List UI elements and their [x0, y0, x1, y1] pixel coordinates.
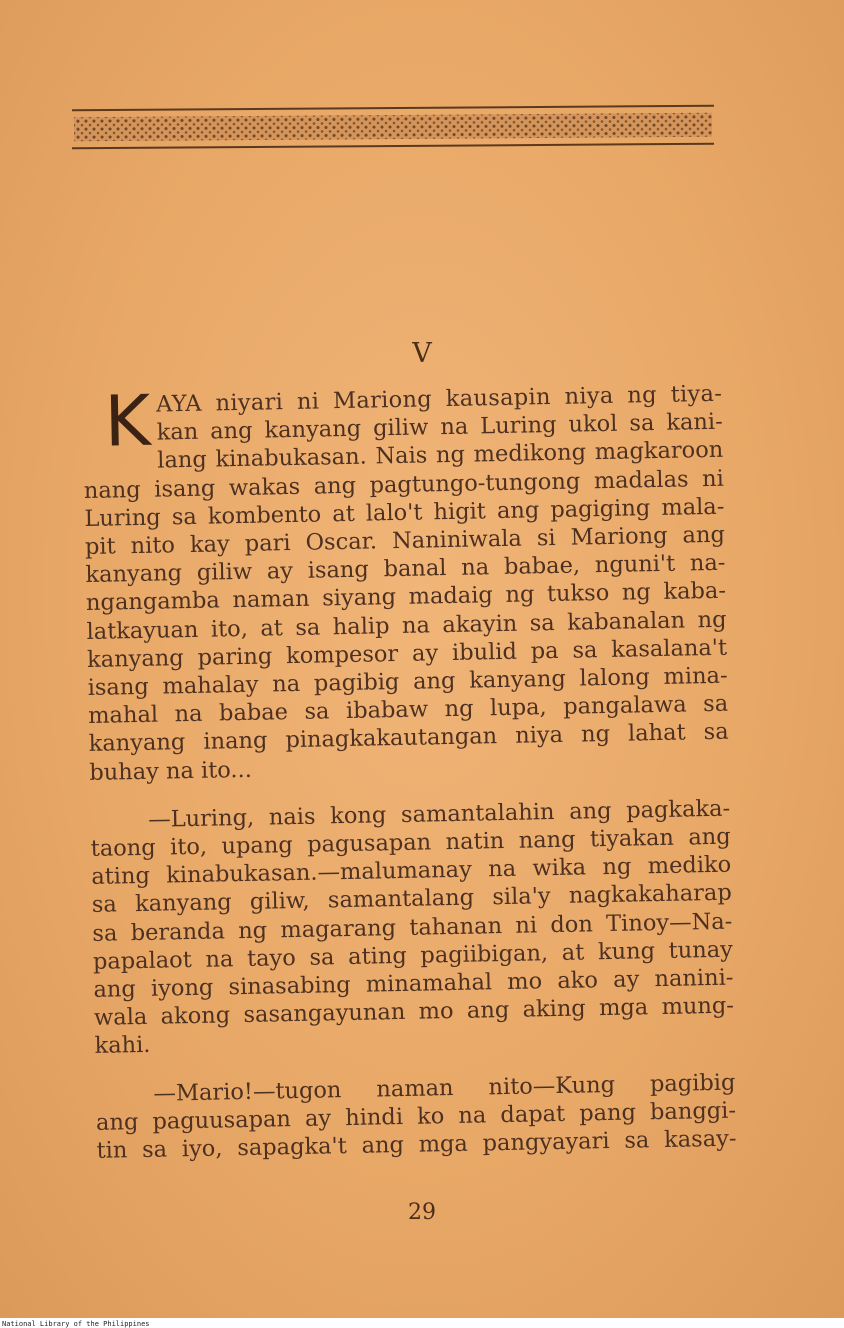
text-line: ngangamba naman siyang madaig ng tukso ng kaba-: [85, 578, 727, 617]
text-line: nang isang wakas ang pagtungo-tungong madalas ni: [83, 465, 725, 504]
text-line: papalaot na tayo sa ating pagiibigan, at kung tunay: [92, 936, 734, 975]
text-line: ang iyong sinasabing minamahal mo ako ay nanini-: [93, 964, 734, 1003]
text-line: pit nito kay pari Oscar. Naniniwala si Mariong ang: [84, 521, 726, 560]
text-line: Luring sa kombento at lalo't higit ang pagiging mala-: [84, 493, 725, 532]
drop-cap: K: [103, 379, 152, 463]
paragraph-1: [82, 380, 729, 787]
page-number: 29: [408, 1200, 436, 1225]
text-line: sa beranda ng magarang tahanan ni don Tinoy—Na-: [92, 908, 733, 947]
text-line: taong ito, upang pagusapan natin nang tiyakan ang: [90, 823, 731, 862]
text-line: latkayuan ito, at sa halip na akayin sa kabanalan ng: [86, 606, 727, 645]
ornament-pattern-band: [74, 113, 712, 141]
ornament-bottom-rule: [72, 143, 714, 149]
header-ornament: [72, 97, 714, 153]
text-line: tin sa iyo, sapagka't ang mga pangyayari sa kasay-: [96, 1125, 737, 1164]
text-line: kanyang giliw ay isang banal na babae, nguni't na-: [85, 549, 726, 589]
text-line: ang paguusapan ay hindi ko na dapat pang banggi-: [95, 1097, 737, 1136]
text-line: isang mahalay na pagibig ang kanyang lalong mina-: [87, 662, 728, 701]
text-line: AYA niyari ni Mariong kausapin niya ng tiya-: [155, 380, 723, 418]
text-line: kahi.: [94, 1032, 151, 1060]
text-line: lang kinabukasan. Nais ng medikong magkaroon: [156, 437, 724, 474]
paragraph-2: [90, 794, 735, 1060]
text-line: mahal na babae sa ibabaw ng lupa, pangalawa sa: [87, 690, 729, 730]
text-line: kanyang paring kompesor ay ibulid pa sa kasalana't: [86, 634, 728, 673]
text-line: wala akong sasangayunan mo ang aking mga mung-: [93, 992, 735, 1032]
text-line: kanyang inang pinagkakautangan niya ng lahat sa: [88, 719, 729, 758]
text-line: —Mario!—tugon naman nito—Kung pagibig: [153, 1069, 736, 1107]
text-line: —Luring, nais kong samantalahin ang pagkaka-: [147, 795, 731, 833]
footer-credit: National Library of the Philippines: [2, 1320, 150, 1328]
paragraph-3: [95, 1068, 737, 1165]
text-line: kan ang kanyang giliw na Luring ukol sa kani-: [156, 408, 723, 446]
ornament-top-rule: [72, 105, 714, 111]
text-line: ating kinabukasan.—malumanay na wika ng mediko: [91, 851, 732, 891]
body-text: [82, 380, 737, 1165]
text-line: buhay na ito...: [89, 756, 253, 786]
chapter-heading: V: [412, 338, 432, 369]
text-line: sa kanyang giliw, samantalang sila'y nagkakaharap: [91, 880, 732, 919]
